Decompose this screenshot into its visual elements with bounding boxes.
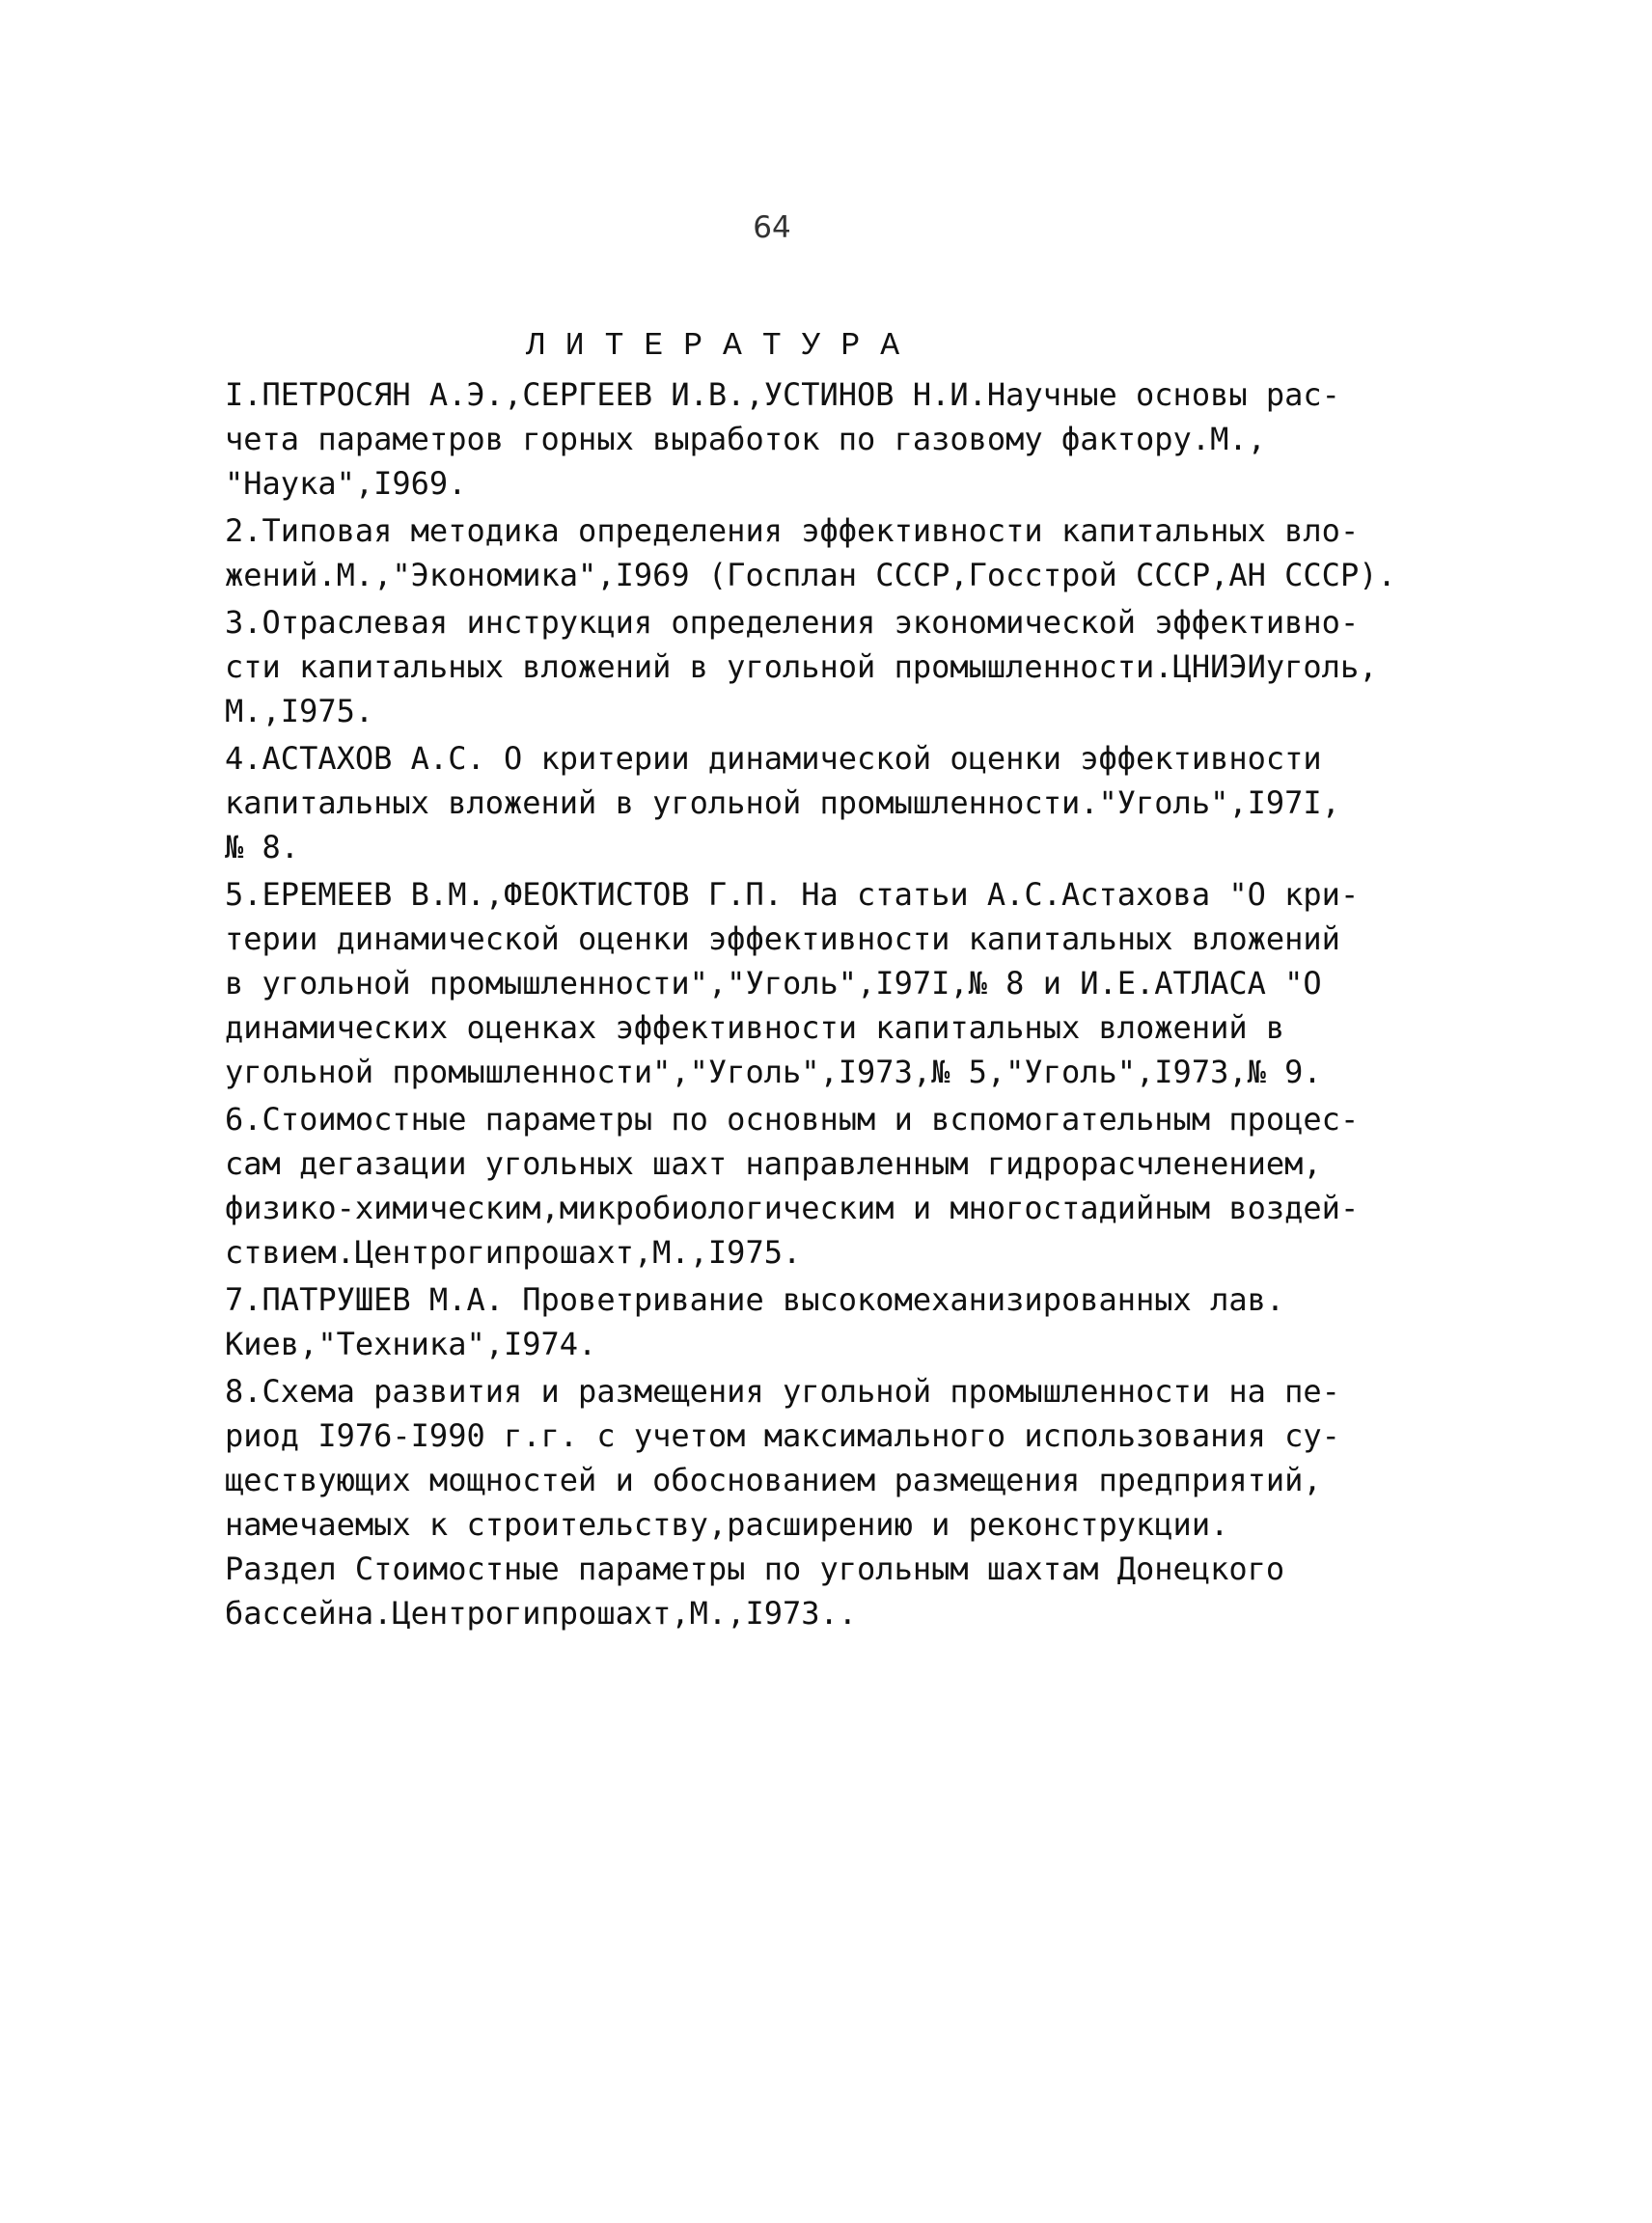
reference-line: Раздел Стоимостные параметры по угольным шахтам Донецкого — [225, 1551, 1285, 1587]
reference-line: 2.Типовая методика определения эффективности капитальных вло- — [225, 512, 1360, 549]
reference-line: сти капитальных вложений в угольной промышленности.ЦНИЭИуголь, — [225, 648, 1378, 685]
reference-line: в угольной промышленности","Уголь",I97I,№ 8 и И.Е.АТЛАСА "О — [225, 965, 1322, 1002]
reference-line: Киев,"Техника",I974. — [225, 1326, 597, 1362]
reference-entry — [225, 872, 1499, 1094]
reference-line: намечаемых к строительству,расширению и реконструкции. — [225, 1506, 1229, 1543]
page-title: ЛИТЕРАТУРА — [526, 328, 921, 364]
reference-line: "Наука",I969. — [225, 465, 467, 502]
reference-line: сам дегазации угольных шахт направленным гидрорасчленением, — [225, 1145, 1322, 1182]
reference-line: ществующих мощностей и обоснованием размещения предприятий, — [225, 1462, 1322, 1498]
reference-line: 7.ПАТРУШЕВ М.А. Проветривание высокомеханизированных лав. — [225, 1281, 1285, 1318]
reference-line: 5.ЕРЕМЕЕВ В.М.,ФЕОКТИСТОВ Г.П. На статьи А.С.Астахова "О кри- — [225, 876, 1360, 913]
page-number: 64 — [753, 210, 791, 245]
reference-line: жений.М.,"Экономика",I969 (Госплан СССР,Госстрой СССР,АН СССР). — [225, 557, 1396, 593]
reference-line: М.,I975. — [225, 693, 374, 729]
reference-line: 3.Отраслевая инструкция определения экономической эффективно- — [225, 604, 1360, 641]
reference-line: угольной промышленности","Уголь",I973,№ 5,"Уголь",I973,№ 9. — [225, 1054, 1322, 1090]
reference-entry — [225, 1369, 1499, 1635]
reference-line: физико-химическим,микробиологическим и многостадийным воздей- — [225, 1190, 1360, 1226]
reference-entry — [225, 736, 1499, 869]
reference-line: 4.АСТАХОВ А.С. О критерии динамической оценки эффективности — [225, 740, 1322, 777]
reference-line: 8.Схема развития и размещения угольной промышленности на пе- — [225, 1373, 1340, 1410]
reference-entry — [225, 1277, 1499, 1366]
reference-line: чета параметров горных выработок по газовому фактору.М., — [225, 421, 1266, 457]
reference-entry — [225, 508, 1499, 597]
reference-line: I.ПЕТРОСЯН А.Э.,СЕРГЕЕВ И.В.,УСТИНОВ Н.И.Научные основы рас- — [225, 376, 1340, 413]
reference-list — [225, 372, 1499, 1638]
reference-line: № 8. — [225, 829, 300, 865]
reference-line: терии динамической оценки эффективности капитальных вложений — [225, 920, 1340, 957]
reference-line: капитальных вложений в угольной промышленности."Уголь",I97I, — [225, 784, 1340, 821]
reference-entry — [225, 600, 1499, 733]
reference-line: риод I976-I990 г.г. с учетом максимального использования су- — [225, 1417, 1340, 1454]
reference-line: бассейна.Центрогипрошахт,М.,I973.. — [225, 1595, 858, 1632]
reference-line: 6.Стоимостные параметры по основным и вспомогательным процес- — [225, 1101, 1360, 1138]
reference-line: динамических оценках эффективности капитальных вложений в — [225, 1009, 1285, 1046]
reference-entry — [225, 1097, 1499, 1275]
reference-line: ствием.Центрогипрошахт,М.,I975. — [225, 1234, 802, 1271]
reference-entry — [225, 372, 1499, 506]
